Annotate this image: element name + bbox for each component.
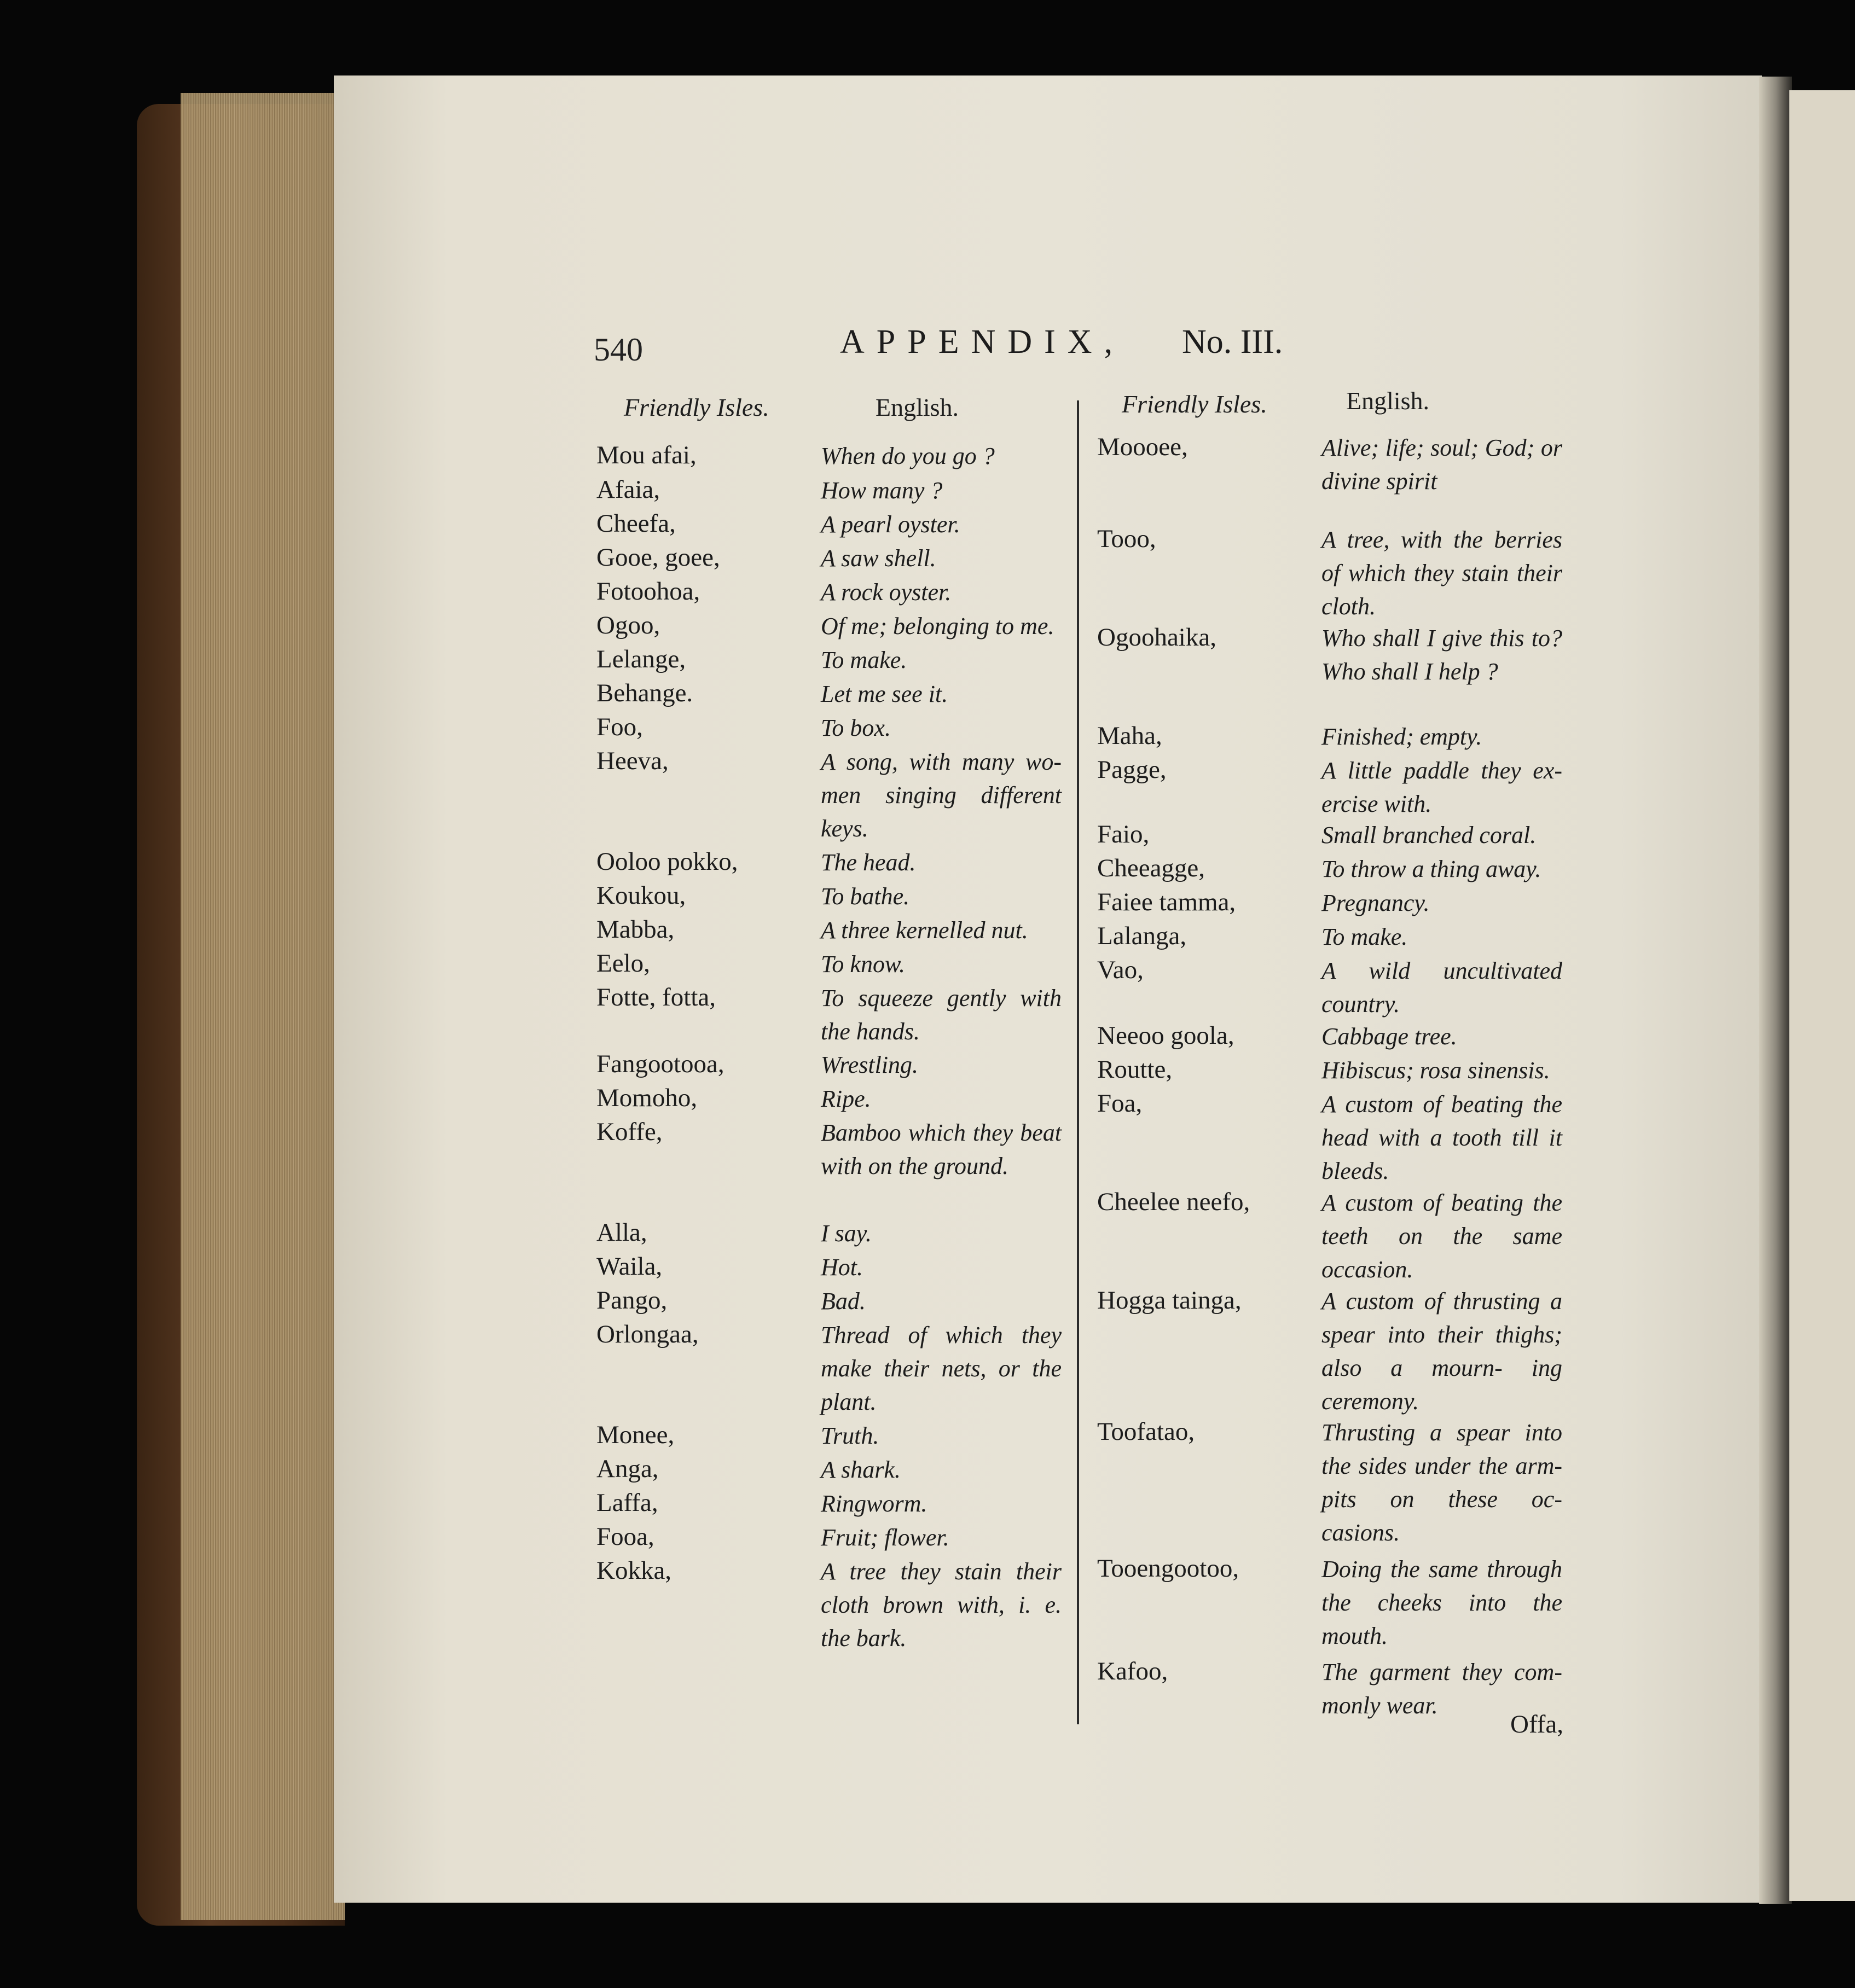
left-column-head-definition: English. <box>876 393 959 421</box>
catchword: Offa, <box>1510 1710 1564 1739</box>
left-entry-definition: Let me see it. <box>821 681 948 707</box>
right-entry-term: Tooo, <box>1097 525 1156 553</box>
left-entry-definition: The head. <box>821 849 916 876</box>
left-entry-definition: A shark. <box>821 1456 901 1483</box>
right-entry-definition: Pregnancy. <box>1321 890 1430 916</box>
left-entry-term: Fangootooa, <box>596 1050 724 1078</box>
right-entry-term: Routte, <box>1097 1055 1173 1084</box>
left-entry-term: Koukou, <box>596 881 686 910</box>
left-entry-term: Mou afai, <box>596 441 697 469</box>
right-entry-term: Foa, <box>1097 1089 1143 1118</box>
right-entry-definition: Alive; life; soul; God; or divine spirit <box>1321 434 1562 495</box>
left-entry-term: Momoho, <box>596 1084 698 1112</box>
right-entry-definition: Thrusting a spear into the sides under the arm-pits on these oc- casions. <box>1321 1419 1562 1546</box>
left-entry-definition: A tree they stain their cloth brown with, i. e. the bark. <box>821 1558 1062 1652</box>
right-entry-definition: A tree, with the berries of which they stain their cloth. <box>1321 526 1562 620</box>
right-entry-term: Tooengootoo, <box>1097 1554 1239 1583</box>
left-entry-term: Orlongaa, <box>596 1320 699 1348</box>
left-entry-term: Waila, <box>596 1252 663 1281</box>
right-entry-definition: To make. <box>1321 923 1408 950</box>
left-entry-definition: Thread of which they make their nets, or the plant. <box>821 1322 1062 1415</box>
right-entry-definition: To throw a thing away. <box>1321 856 1541 882</box>
left-entry-definition: A saw shell. <box>821 545 936 572</box>
left-entry-term: Laffa, <box>596 1489 658 1517</box>
book-gutter <box>1759 77 1792 1904</box>
right-entry-term: Maha, <box>1097 722 1162 750</box>
left-entry-term: Koffe, <box>596 1118 663 1146</box>
left-entry-definition: How many ? <box>821 477 943 504</box>
right-entry-definition: Small branched coral. <box>1321 822 1537 848</box>
left-entry-term: Foo, <box>596 713 643 741</box>
right-entry-term: Cheelee neefo, <box>1097 1188 1250 1216</box>
page-number: 540 <box>594 332 643 368</box>
left-entry-definition: Ringworm. <box>821 1490 928 1517</box>
left-entry-term: Fotte, fotta, <box>596 983 716 1012</box>
left-entry-definition: A pearl oyster. <box>821 511 960 538</box>
left-entry-definition: To bathe. <box>821 883 910 910</box>
left-entry-term: Mabba, <box>596 915 675 944</box>
right-entry-term: Faio, <box>1097 820 1150 848</box>
left-entry-term: Anga, <box>596 1455 659 1483</box>
left-entry-definition: Truth. <box>821 1422 879 1449</box>
right-column-head-term: Friendly Isles. <box>1122 390 1267 418</box>
right-column-head-definition: English. <box>1346 387 1430 415</box>
right-entry-term: Ogoohaika, <box>1097 623 1216 652</box>
left-entry-definition: Wrestling. <box>821 1051 919 1078</box>
right-entry-term: Neeoo goola, <box>1097 1021 1234 1050</box>
right-entry-definition: Who shall I give this to? Who shall I help ? <box>1321 625 1562 685</box>
left-entry-term: Eelo, <box>596 949 650 978</box>
left-entry-definition: Bad. <box>821 1288 866 1315</box>
right-entry-definition: A custom of beating the head with a tooth till it bleeds. <box>1321 1091 1562 1184</box>
left-entry-term: Monee, <box>596 1421 675 1449</box>
right-entry-definition: Doing the same through the cheeks into the mouth. <box>1321 1556 1562 1649</box>
left-entry-definition: A rock oyster. <box>821 579 952 606</box>
left-entry-definition: Fruit; flower. <box>821 1524 949 1551</box>
right-entry-term: Hogga tainga, <box>1097 1286 1242 1315</box>
left-entry-term: Alla, <box>596 1218 647 1247</box>
facing-page-edge <box>1789 90 1855 1901</box>
left-entry-term: Fooa, <box>596 1522 654 1551</box>
left-entry-term: Ooloo pokko, <box>596 847 738 876</box>
right-entry-definition: The garment they com- monly wear. <box>1321 1659 1562 1719</box>
right-entry-definition: A custom of beating the teeth on the same occasion. <box>1321 1189 1562 1283</box>
left-entry-definition: Ripe. <box>821 1085 871 1112</box>
right-entry-definition: Cabbage tree. <box>1321 1023 1457 1050</box>
right-entry-definition: A custom of thrusting a spear into their thighs; also a mourn- ing ceremony. <box>1321 1288 1562 1415</box>
right-entry-term: Kafoo, <box>1097 1657 1168 1685</box>
right-entry-definition: A wild uncultivated country. <box>1321 957 1562 1018</box>
right-entry-term: Cheeagge, <box>1097 854 1205 882</box>
left-entry-term: Pango, <box>596 1286 668 1315</box>
column-rule <box>1077 400 1079 1724</box>
left-entry-term: Heeva, <box>596 747 669 775</box>
right-entry-term: Lalanga, <box>1097 922 1187 950</box>
right-entry-term: Moooee, <box>1097 433 1188 461</box>
appendix-number: No. III. <box>1182 323 1283 361</box>
left-entry-term: Ogoo, <box>596 611 660 640</box>
left-entry-definition: To box. <box>821 714 891 741</box>
left-entry-definition: To know. <box>821 951 906 978</box>
left-entry-definition: A three kernelled nut. <box>821 917 1028 944</box>
left-entry-definition: To make. <box>821 647 907 673</box>
left-entry-definition: Bamboo which they beat with on the ground. <box>821 1119 1062 1179</box>
right-entry-term: Toofatao, <box>1097 1417 1195 1446</box>
right-entry-term: Faiee tamma, <box>1097 888 1236 916</box>
left-entry-definition: Hot. <box>821 1254 863 1281</box>
left-entry-term: Lelange, <box>596 645 686 673</box>
left-column-head-term: Friendly Isles. <box>624 393 769 421</box>
left-entry-definition: When do you go ? <box>821 443 995 469</box>
right-entry-term: Pagge, <box>1097 755 1167 784</box>
left-entry-term: Cheefa, <box>596 509 676 538</box>
page-edges <box>181 93 345 1920</box>
right-entry-definition: Hibiscus; rosa sinensis. <box>1321 1057 1550 1084</box>
left-entry-term: Behange. <box>596 679 693 707</box>
right-entry-definition: A little paddle they ex- ercise with. <box>1321 757 1562 817</box>
left-entry-term: Kokka, <box>596 1556 672 1585</box>
left-entry-definition: To squeeze gently with the hands. <box>821 985 1062 1045</box>
left-entry-definition: I say. <box>821 1220 872 1247</box>
left-entry-term: Fotoohoa, <box>596 577 700 606</box>
left-entry-term: Afaia, <box>596 475 660 504</box>
left-entry-term: Gooe, goee, <box>596 543 720 572</box>
right-entry-definition: Finished; empty. <box>1321 723 1482 750</box>
left-entry-definition: Of me; belonging to me. <box>821 613 1054 640</box>
right-entry-term: Vao, <box>1097 956 1144 984</box>
left-entry-definition: A song, with many wo- men singing different keys. <box>821 748 1062 842</box>
running-head: APPENDIX, <box>840 323 1125 361</box>
